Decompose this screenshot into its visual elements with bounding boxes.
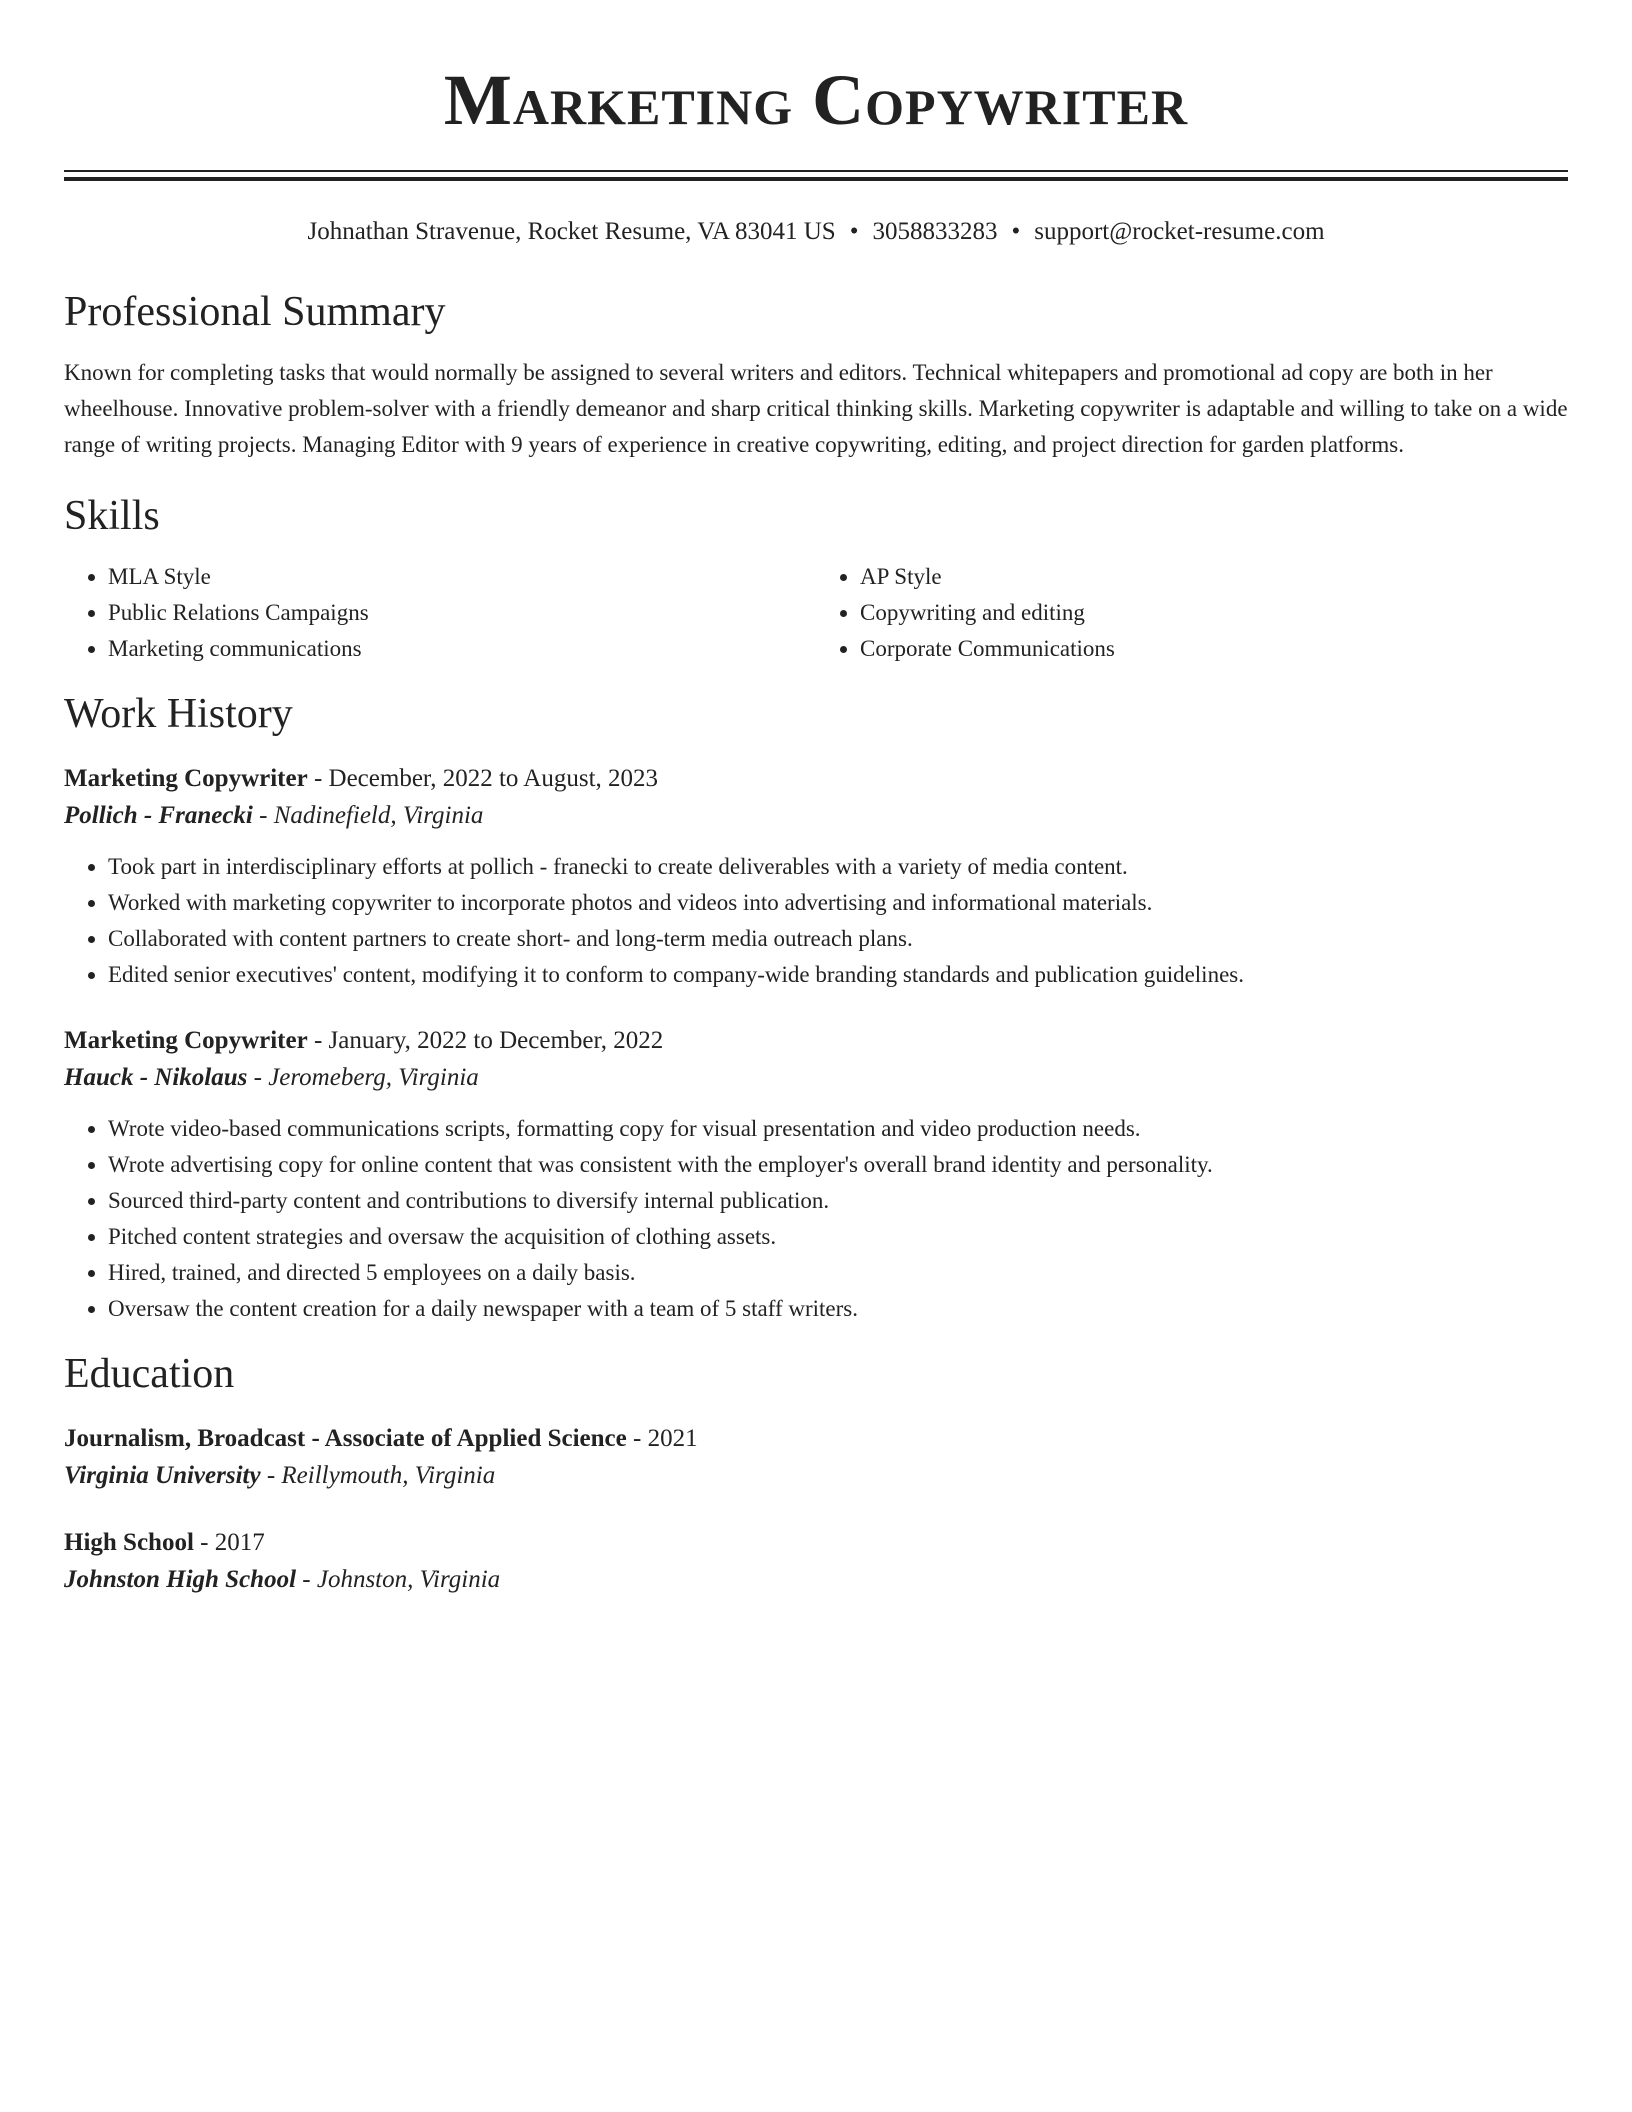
- contact-separator: •: [1011, 218, 1021, 245]
- dash: -: [193, 1529, 215, 1556]
- graduation-year: 2017: [214, 1529, 265, 1556]
- dash: -: [626, 1425, 648, 1452]
- skill-item: • MLA Style: [108, 559, 816, 595]
- school-name: Virginia University: [64, 1462, 261, 1489]
- job-title: Marketing Copywriter: [64, 1027, 308, 1054]
- job-bullets: [64, 849, 1568, 993]
- job-dates: January, 2022 to December, 2022: [328, 1027, 664, 1054]
- dash: -: [307, 1027, 329, 1054]
- skill-item: • AP Style: [860, 559, 1568, 595]
- summary-text: Known for completing tasks that would normally be assigned to several writers and editors. Technical whitepapers and promotional ad copy are both in her wheelhouse. Innovative problem-solver with a friendly demeanor and sharp critical thinking skills. Marketing copywriter is adaptable and willing to take on a wide range of writing projects. Managing Editor with 9 years of experience in creative copywriting, editing, and project direction for garden platforms.: [64, 360, 1568, 457]
- company-location: Jeromeberg, Virginia: [268, 1064, 479, 1091]
- skill-item: • Copywriting and editing: [860, 595, 1568, 631]
- company-line: [64, 1059, 1568, 1097]
- job-bullet: • Wrote advertising copy for online content that was consistent with the employer's overall brand identity and personality.: [108, 1147, 1568, 1183]
- school-name: Johnston High School: [64, 1566, 297, 1593]
- dash: -: [260, 1462, 282, 1489]
- dash: -: [307, 765, 329, 792]
- education-entry: [64, 1421, 1568, 1495]
- degree: Journalism, Broadcast - Associate of Applied Science: [64, 1425, 627, 1452]
- school-location: Johnston, Virginia: [316, 1566, 501, 1593]
- school-line: [64, 1561, 1568, 1599]
- job-bullet: • Edited senior executives' content, modifying it to conform to company-wide branding standards and publication guidelines.: [108, 957, 1568, 993]
- job-bullet: • Oversaw the content creation for a daily newspaper with a team of 5 staff writers.: [108, 1291, 1568, 1327]
- job-bullet: • Took part in interdisciplinary efforts at pollich - franecki to create deliverables with a variety of media content.: [108, 849, 1568, 885]
- contact-email: support@rocket-resume.com: [1034, 218, 1325, 245]
- job-bullet: • Pitched content strategies and oversaw the acquisition of clothing assets.: [108, 1219, 1568, 1255]
- company-line: [64, 797, 1568, 835]
- skills-column-right: [816, 559, 1568, 667]
- resume-title: Marketing Copywriter: [443, 60, 1189, 140]
- skill-item: • Corporate Communications: [860, 631, 1568, 667]
- contact-address: Johnathan Stravenue, Rocket Resume, VA 83041 US: [307, 218, 836, 245]
- job-bullet: • Hired, trained, and directed 5 employees on a daily basis.: [108, 1255, 1568, 1291]
- job-title-line: [64, 1023, 1568, 1059]
- work-history-heading: Work History: [64, 691, 293, 737]
- education-heading: Education: [64, 1351, 235, 1397]
- company-name: Pollich - Franecki: [64, 802, 253, 829]
- job-entry: [64, 1023, 1568, 1327]
- dash: -: [247, 1064, 269, 1091]
- skills-heading: Skills: [64, 493, 160, 539]
- job-bullet: • Wrote video-based communications scripts, formatting copy for visual presentation and video production needs.: [108, 1111, 1568, 1147]
- title-divider: [64, 170, 1568, 181]
- job-bullet: • Collaborated with content partners to create short- and long-term media outreach plans.: [108, 921, 1568, 957]
- skill-item: • Marketing communications: [108, 631, 816, 667]
- skills-column-left: [64, 559, 816, 667]
- education-entry: [64, 1525, 1568, 1599]
- job-title: Marketing Copywriter: [64, 765, 308, 792]
- job-bullet: • Sourced third-party content and contributions to diversify internal publication.: [108, 1183, 1568, 1219]
- dash: -: [252, 802, 274, 829]
- job-bullet: • Worked with marketing copywriter to incorporate photos and videos into advertising and informational materials.: [108, 885, 1568, 921]
- graduation-year: 2021: [647, 1425, 698, 1452]
- degree-line: [64, 1525, 1568, 1561]
- school-location: Reillymouth, Virginia: [281, 1462, 496, 1489]
- degree: High School: [64, 1529, 194, 1556]
- job-dates: December, 2022 to August, 2023: [328, 765, 659, 792]
- contact-separator: •: [849, 218, 859, 245]
- skills-list: [64, 559, 1568, 667]
- company-location: Nadinefield, Virginia: [273, 802, 484, 829]
- job-title-line: [64, 761, 1568, 797]
- company-name: Hauck - Nikolaus: [64, 1064, 248, 1091]
- skill-item: • Public Relations Campaigns: [108, 595, 816, 631]
- contact-phone: 3058833283: [872, 218, 998, 245]
- dash: -: [296, 1566, 317, 1593]
- job-bullets: [64, 1111, 1568, 1327]
- school-line: [64, 1457, 1568, 1495]
- degree-line: [64, 1421, 1568, 1457]
- summary-heading: Professional Summary: [64, 289, 446, 335]
- job-entry: [64, 761, 1568, 993]
- contact-line: [64, 215, 1568, 249]
